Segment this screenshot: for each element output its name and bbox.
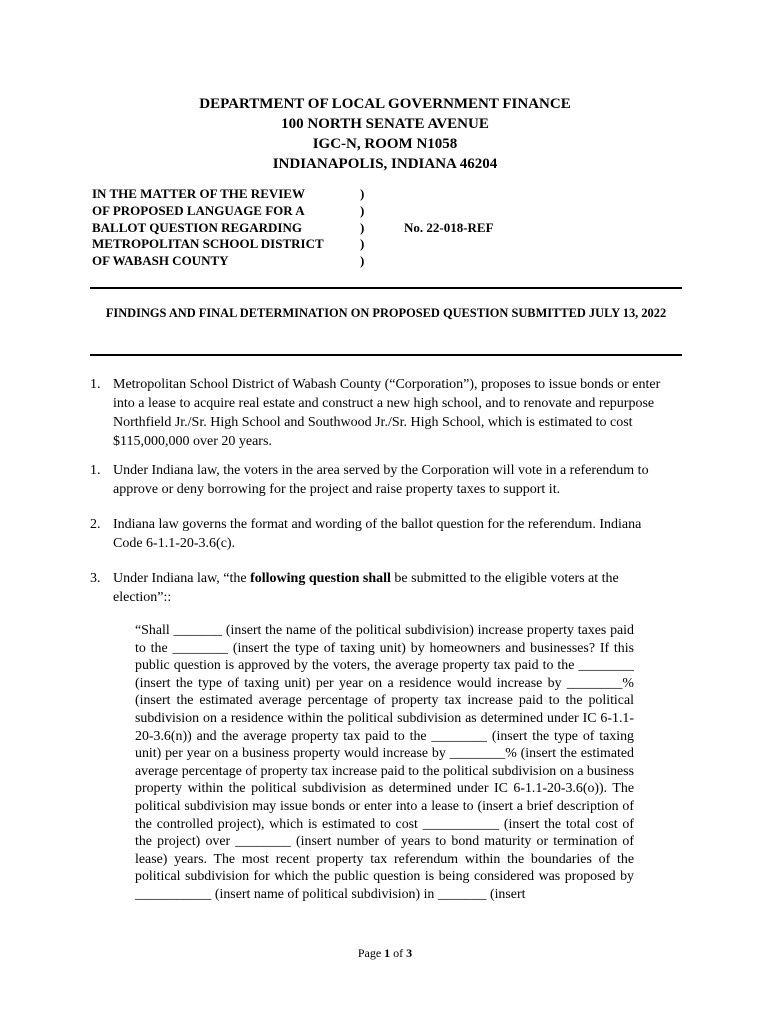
- header-line-3: IGC-N, ROOM N1058: [312, 136, 458, 152]
- header-line-2: 100 NORTH SENATE AVENUE: [281, 116, 489, 132]
- header-line-4: INDIANAPOLIS, INDIANA 46204: [272, 156, 498, 172]
- bold-text-run: following question shall: [250, 571, 391, 586]
- header-line-1: DEPARTMENT OF LOCAL GOVERNMENT FINANCE: [199, 96, 571, 112]
- page-number: 1: [384, 946, 391, 960]
- caption-paren: ): [360, 219, 365, 235]
- of-word: of: [393, 946, 404, 960]
- text-run: be submitted to the eligible voters at the election”::: [113, 571, 619, 605]
- divider-top: [90, 287, 682, 289]
- paragraph-number: 1.: [90, 463, 101, 478]
- paragraph-text: Indiana law governs the format and wording of the ballot question for the referendum. Indiana Code 6-1.1-20-3.6(c).: [113, 517, 642, 551]
- paragraph-number: 2.: [90, 517, 101, 532]
- caption-paren: ): [360, 253, 365, 269]
- page-total: 3: [406, 946, 413, 960]
- caption-parens: [360, 186, 372, 270]
- caption-line: OF PROPOSED LANGUAGE FOR A: [92, 202, 305, 218]
- caption-paren: ): [360, 202, 365, 218]
- paragraph-number: 3.: [90, 571, 101, 586]
- text-run: Under Indiana law, “the: [113, 571, 251, 586]
- paragraph-text: [113, 569, 665, 607]
- caption-paren: ): [360, 236, 365, 252]
- case-number: No. 22-018-REF: [404, 220, 494, 235]
- page-word: Page: [357, 946, 382, 960]
- caption-line: METROPOLITAN SCHOOL DISTRICT: [92, 236, 324, 252]
- caption-line: BALLOT QUESTION REGARDING: [92, 219, 302, 235]
- page-footer: [0, 946, 770, 961]
- paragraph-text: Metropolitan School District of Wabash County (“Corporation”), proposes to issue bonds or enter into a lease to acquire real estate and construct a new high school, and to renovate and repurpose Northfield Jr./Sr. High School and Southwood Jr./Sr. High School, which is estimated to cost $115,000,000 over 20 years.: [113, 377, 661, 449]
- divider-bottom: [90, 354, 682, 356]
- caption-line: IN THE MATTER OF THE REVIEW: [92, 186, 305, 201]
- paragraph-number: 1.: [90, 377, 101, 392]
- caption-paren: ): [360, 186, 365, 201]
- ballot-question-quote: “Shall _______ (insert the name of the political subdivision) increase property taxes paid to the ________ (insert the type of taxing unit) by homeowners and businesses? If this public question is approved by the voters, the average property tax paid to the ________ (insert the type of taxing unit) per year on a residence would increase by ________% (insert the estimated average percentage of property tax increase paid to the political subdivision on a residence within the political subdivision as determined under IC 6-1.1-20-3.6(n)) and the average property tax paid to the ________ (insert the type of taxing unit) per year on a business property would increase by ________% (insert the estimated average percentage of property tax increase paid to the political subdivision on a business property within the political subdivision as determined under IC 6-1.1-20-3.6(o)). The political subdivision may issue bonds or enter into a lease to (insert a brief description of the controlled project), which is estimated to cost ___________ (insert the total cost of the project) over ________ (insert number of years to bond maturity or termination of lease) years. The most recent property tax referendum within the boundaries of the political subdivision for which the public question is being considered was proposed by ___________ (insert name of political subdivision) in _______ (insert: [135, 623, 634, 902]
- caption-line: OF WABASH COUNTY: [92, 253, 229, 269]
- paragraph-text: Under Indiana law, the voters in the area served by the Corporation will vote in a referendum to approve or deny borrowing for the project and raise property taxes to support it.: [113, 463, 649, 497]
- findings-title: FINDINGS AND FINAL DETERMINATION ON PROPOSED QUESTION SUBMITTED JULY 13, 2022: [105, 306, 667, 320]
- caption-text: [92, 186, 357, 270]
- agency-header: [0, 94, 770, 174]
